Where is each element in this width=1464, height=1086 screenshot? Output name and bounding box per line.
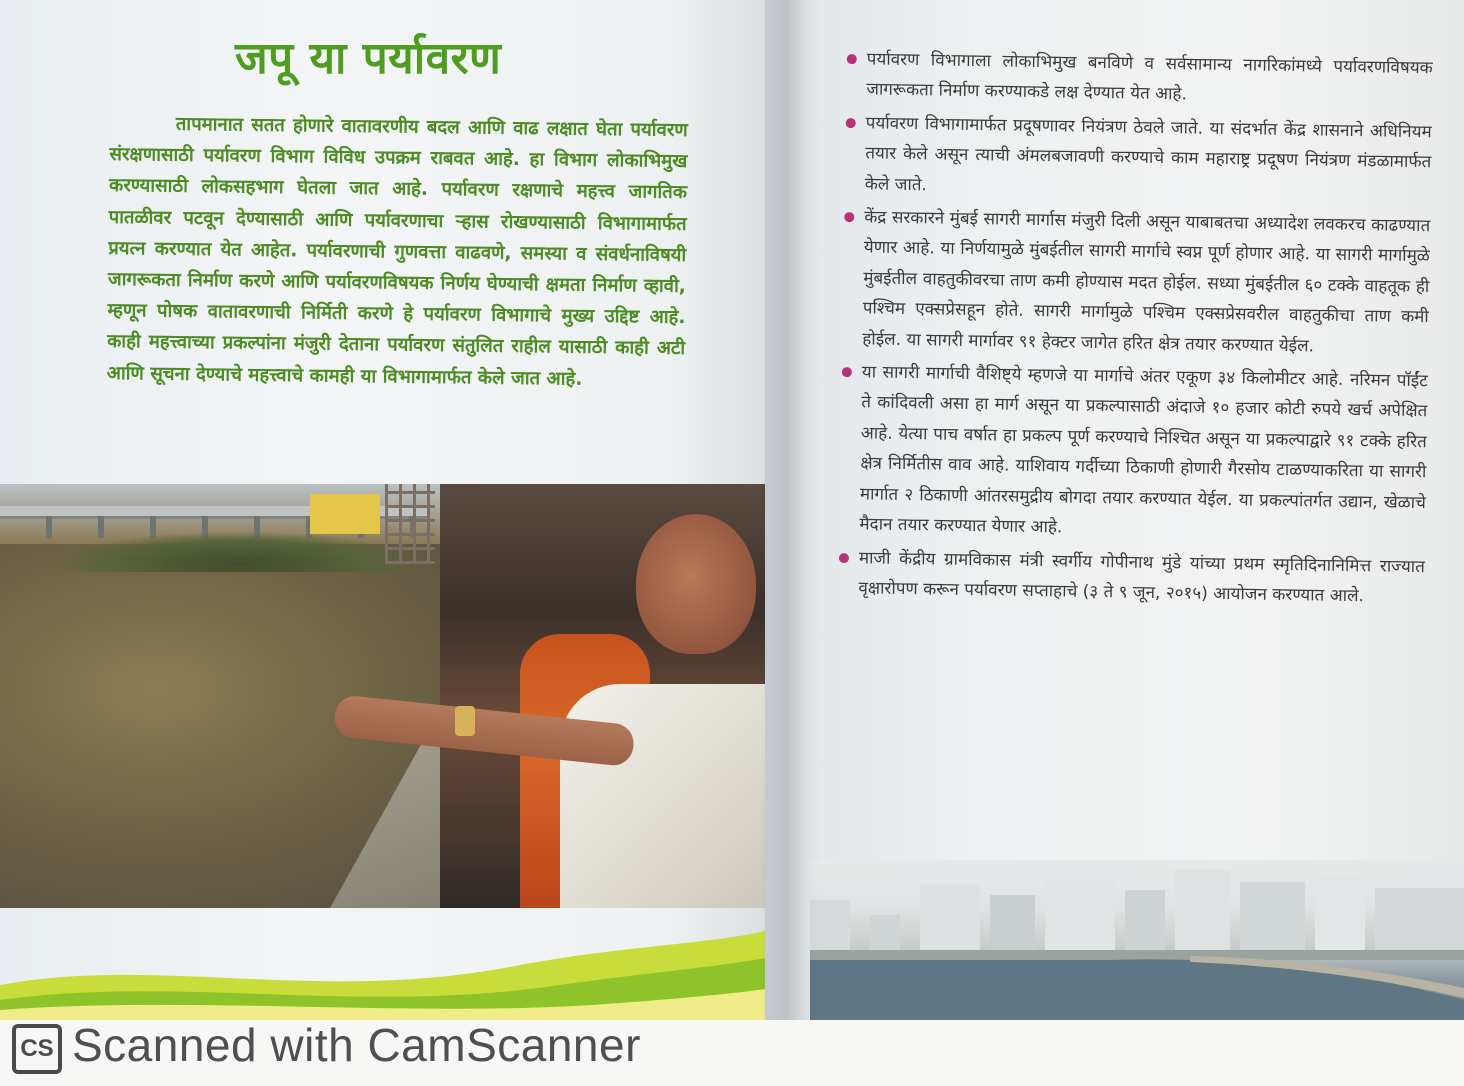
green-wave-decoration — [0, 915, 790, 1020]
bullet-item — [835, 357, 1428, 549]
bullet-list — [834, 44, 1433, 616]
site-visit-photo — [0, 484, 786, 908]
photo-scaffold — [385, 484, 435, 564]
bullet-dot-icon — [844, 212, 854, 222]
camscanner-watermark — [0, 1020, 1464, 1086]
photo-billboard — [310, 494, 380, 534]
photo-man-head — [636, 514, 756, 654]
bullet-item — [834, 542, 1425, 612]
bullet-dot-icon — [839, 553, 849, 563]
bullet-text: माजी केंद्रीय ग्रामविकास मंत्री स्वर्गीय गोपीनाथ मुंडे यांच्या प्रथम स्मृतिदिनानिमित्त राज्यात वृक्षारोपण करून पर्यावरण सप्ताहाचे (३ ते ९ जून, २०१५) आयोजन करण्यात आले. — [858, 547, 1426, 607]
bullet-item — [838, 202, 1430, 363]
bullet-item — [841, 108, 1432, 208]
bullet-text: पर्यावरण विभागामार्फत प्रदूषणावर नियंत्रण ठेवले जाते. या संदर्भात केंद्र शासनाने अधिनियम तयार केले असून त्याची अंमलबजावणी करण्याचे काम महाराष्ट्र प्रदूषण नियंत्रण मंडळामार्फत केले जाते. — [864, 113, 1432, 195]
bullet-text: पर्यावरण विभागाला लोकाभिमुख बनविणे व सर्वसामान्य नागरिकांमध्ये पर्यावरणविषयक जागरूकता निर्माण करण्याकडे लक्ष देण्यात येत आहे. — [866, 49, 1433, 105]
right-page — [765, 0, 1464, 1020]
bullet-dot-icon — [847, 54, 857, 64]
intro-paragraph: तापमानात सतत होणारे वातावरणीय बदल आणि वाढ लक्षात घेता पर्यावरण संरक्षणासाठी पर्यावरण विभाग विविध उपक्रम राबवत आहे. हा विभाग लोकाभिमुख करण्यासाठी लोकसहभाग घेतला जात आहे. पर्यावरण रक्षणाचे महत्त्व जागतिक पातळीवर पटवून देण्यासाठी आणि पर्यावरणाचा ऱ्हास रोखण्यासाठी विभागामार्फत प्रयत्न करण्यात येत आहेत. पर्यावरणाची गुणवत्ता वाढवणे, समस्या व संवर्धनाविषयी जागरूकता निर्माण करणे आणि पर्यावरणविषयक निर्णय घेण्याची क्षमता निर्माण व्हावी, म्हणून पोषक वातावरणाची निर्मिती करणे हे पर्यावरण विभागाचे मुख्य उद्दिष्ट आहे. काही महत्त्वाच्या प्रकल्पांना मंजुरी देताना पर्यावरण संतुलित राहील यासाठी काही अटी आणि सूचना देण्याचे महत्त्वाचे कामही या विभागामार्फत केले जात आहे. — [106, 113, 688, 390]
sea-link-skyline-photo — [810, 860, 1464, 1020]
bullet-dot-icon — [846, 118, 856, 128]
camscanner-logo-icon: CS — [12, 1024, 62, 1074]
bullet-text: केंद्र सरकारने मुंबई सागरी मार्गास मंजुरी दिली असून याबाबतचा अध्यादेश लवकरच काढण्यात येणार आहे. या निर्णयामुळे मुंबईतील सागरी मार्गाचे स्वप्न पूर्ण होणार आहे. या सागरी मार्गामुळे मुंबईतील वाहतुकीवरचा ताण कमी होण्यास मदत होईल. सध्या मुंबईतील ६० टक्के वाहतूक ही पश्चिम एक्सप्रेसहून होते. सागरी मार्गामुळे पश्चिम एक्सप्रेसवरील वाहतुकीचा ताण कमी होईल. या सागरी मार्गावर ९१ हेक्टर जागेत हरित क्षेत्र तयार करण्यात येईल. — [862, 207, 1431, 357]
watermark-text: Scanned with CamScanner — [72, 1019, 641, 1071]
page-title: जपू या पर्यावरण — [235, 33, 502, 84]
photo-wristwatch — [455, 706, 475, 736]
page-gutter-shadow — [760, 0, 820, 1020]
photo-man-shirt — [560, 684, 786, 908]
photo-mangroves — [60, 532, 420, 572]
bullet-text: या सागरी मार्गाची वैशिष्ट्ये म्हणजे या मार्गाचे अंतर एकूण ३४ किलोमीटर आहे. नरिमन पॉईंट ते कांदिवली असा हा मार्ग असून या प्रकल्पासाठी अंदाजे १० हजार कोटी रुपये खर्च अपेक्षित आहे. येत्या पाच वर्षात हा प्रकल्प पूर्ण करण्याचे निश्चित असून या प्रकल्पाद्वारे ९१ टक्के हरित क्षेत्र निर्मितीस वाव आहे. याशिवाय गर्दीच्या ठिकाणी होणारी गैरसोय टाळण्याकरिता या सागरी मार्गात २ ठिकाणी आंतरसमुद्रीय बोगदा तयार करण्यात येईल. या प्रकल्पांतर्गत उद्यान, खेळाचे मैदान तयार करण्यात येणार आहे. — [859, 362, 1428, 538]
bullet-item — [842, 44, 1433, 114]
bullet-dot-icon — [842, 367, 852, 377]
